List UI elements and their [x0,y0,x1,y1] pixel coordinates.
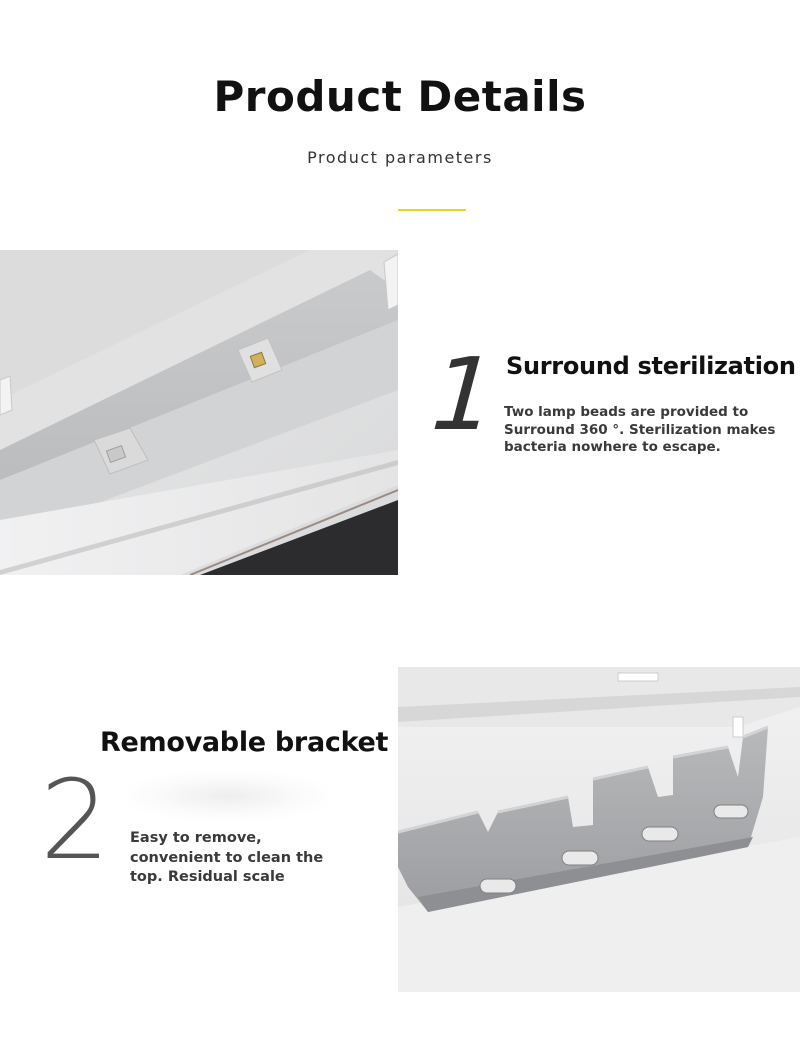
uv-lamp-interior-illustration [0,250,398,575]
background-smudge [128,772,328,820]
feature-number: 1 [427,336,500,453]
page-subtitle: Product parameters [307,148,493,167]
page-title: Product Details [213,72,587,121]
feature-number: 2 [40,756,110,884]
accent-divider [398,209,466,211]
feature-title: Removable bracket [100,727,389,758]
removable-bracket-photo [398,667,800,992]
removable-bracket-illustration [398,667,800,992]
uv-lamp-interior-photo [0,250,398,575]
feature-description: Two lamp beads are provided to Surround 360 °. Sterilization makes bacteria nowhere to escape. [504,404,776,455]
feature-title: Surround sterilization [506,352,796,380]
feature-description: Easy to remove, convenient to clean the top. Residual scale [130,830,324,885]
